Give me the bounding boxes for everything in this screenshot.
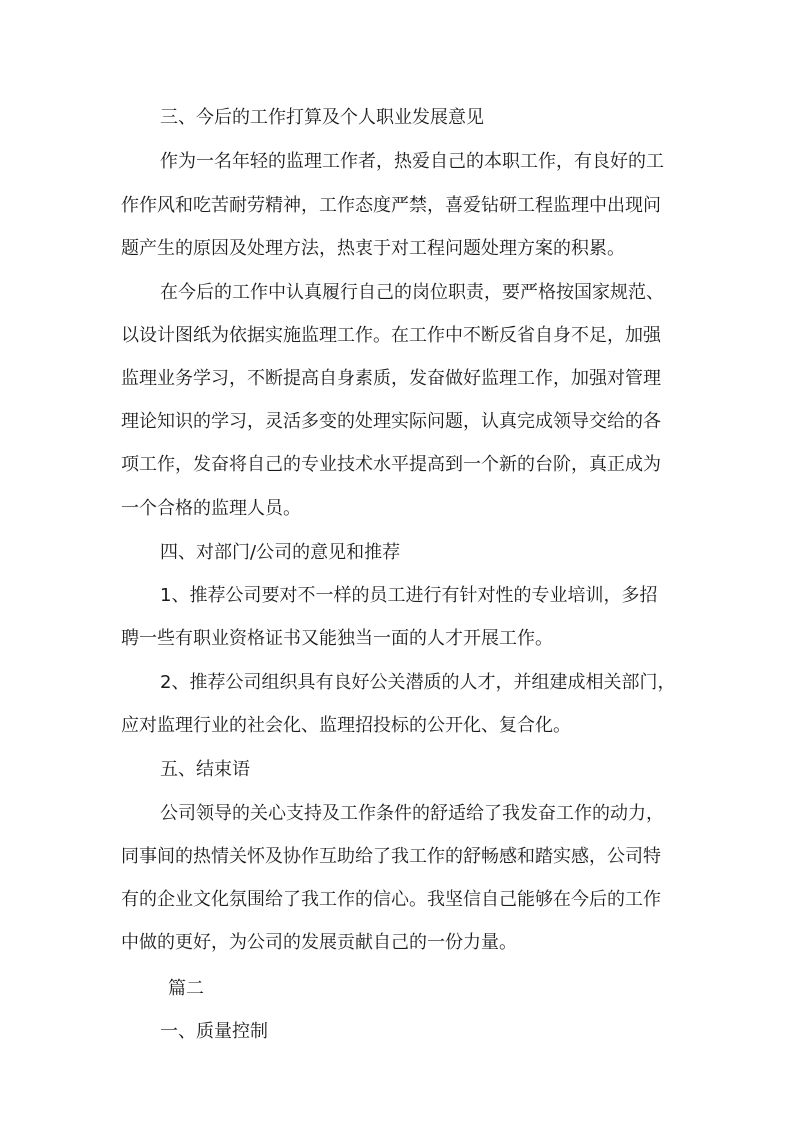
- section4-item2-line2: 应对监理行业的社会化、监理招投标的公开化、复合化。: [121, 715, 571, 736]
- part2-heading: 篇二: [168, 978, 204, 999]
- section5-p1-line4: 中做的更好，为公司的发展贡献自己的一份力量。: [121, 932, 517, 953]
- section3-p2-line2: 以设计图纸为依据实施监理工作。在工作中不断反省自身不足，加强: [121, 325, 661, 346]
- section3-p2-line4: 理论知识的学习，灵活多变的处理实际问题，认真完成领导交给的各: [121, 411, 661, 432]
- section3-p1-line2: 作作风和吃苦耐劳精神，工作态度严禁，喜爱钻研工程监理中出现问: [121, 195, 661, 216]
- section3-p2-line5: 项工作，发奋将自己的专业技术水平提高到一个新的台阶，真正成为: [121, 454, 661, 475]
- section5-p1-line3: 有的企业文化氛围给了我工作的信心。我坚信自己能够在今后的工作: [121, 889, 661, 910]
- section3-p2-line3: 监理业务学习，不断提高自身素质，发奋做好监理工作，加强对管理: [121, 368, 661, 389]
- section4-heading: 四、对部门/公司的意见和推荐: [160, 542, 401, 563]
- section4-item1-line1: 1、推荐公司要对不一样的员工进行有针对性的专业培训，多招: [160, 585, 658, 606]
- section5-p1-line1: 公司领导的关心支持及工作条件的舒适给了我发奋工作的动力，: [160, 803, 664, 824]
- part2-section1-heading: 一、质量控制: [160, 1021, 268, 1042]
- section3-p2-line6: 一个合格的监理人员。: [121, 498, 301, 519]
- section3-heading: 三、今后的工作打算及个人职业发展意见: [160, 107, 484, 128]
- section5-p1-line2: 同事间的热情关怀及协作互助给了我工作的舒畅感和踏实感，公司特: [121, 846, 661, 867]
- section3-p2-line1: 在今后的工作中认真履行自己的岗位职责，要严格按国家规范、: [160, 282, 664, 303]
- section4-item1-line2: 聘一些有职业资格证书又能独当一面的人才开展工作。: [121, 628, 553, 649]
- section5-heading: 五、结束语: [160, 759, 250, 780]
- section3-p1-line1: 作为一名年轻的监理工作者，热爱自己的本职工作，有良好的工: [160, 151, 664, 172]
- section3-p1-line3: 题产生的原因及处理方法，热衷于对工程问题处理方案的积累。: [121, 238, 625, 259]
- section4-item2-line1: 2、推荐公司组织具有良好公关潜质的人才，并组建成相关部门，: [160, 672, 676, 693]
